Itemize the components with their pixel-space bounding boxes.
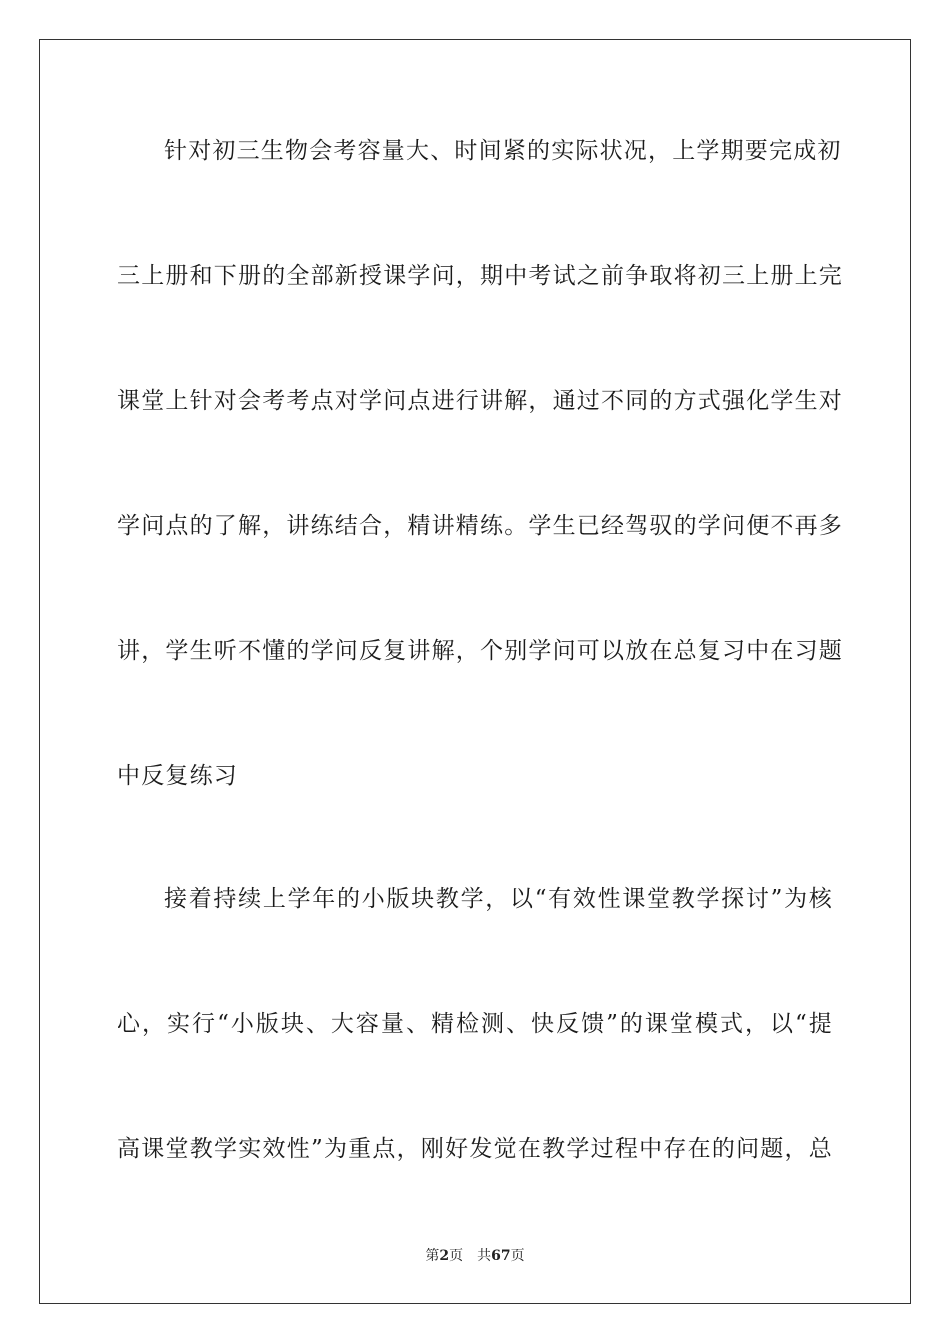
page-prefix: 第 <box>425 1248 440 1264</box>
paragraph-2-line-1: 接着持续上学年的小版块教学，以“有效性课堂教学探讨”为核 <box>164 886 833 912</box>
paragraph-1-line-1: 针对初三生物会考容量大、时间紧的实际状况，上学期要完成初 <box>164 138 842 164</box>
paragraph-1-line-6: 中反复练习 <box>117 763 238 789</box>
paragraph-1-line-2: 三上册和下册的全部新授课学问，期中考试之前争取将初三上册上完 <box>117 263 843 289</box>
page-suffix: 页 <box>449 1248 464 1264</box>
paragraph-1-line-3: 课堂上针对会考考点对学问点进行讲解，通过不同的方式强化学生对 <box>117 388 843 414</box>
total-prefix: 共 <box>477 1248 492 1264</box>
page-number: 2 <box>439 1248 450 1264</box>
page-footer <box>0 1247 950 1265</box>
paragraph-1-line-4: 学问点的了解，讲练结合，精讲精练。学生已经驾驭的学问便不再多 <box>117 513 843 539</box>
page-border <box>39 39 911 1304</box>
total-suffix: 页 <box>510 1248 525 1264</box>
total-pages: 67 <box>491 1248 511 1264</box>
paragraph-2-line-3: 高课堂教学实效性”为重点，刚好发觉在教学过程中存在的问题，总 <box>117 1136 833 1162</box>
paragraph-1-line-5: 讲，学生听不懂的学问反复讲解，个别学问可以放在总复习中在习题 <box>117 638 843 664</box>
paragraph-2-line-2: 心，实行“小版块、大容量、精检测、快反馈”的课堂模式，以“提 <box>117 1011 833 1037</box>
